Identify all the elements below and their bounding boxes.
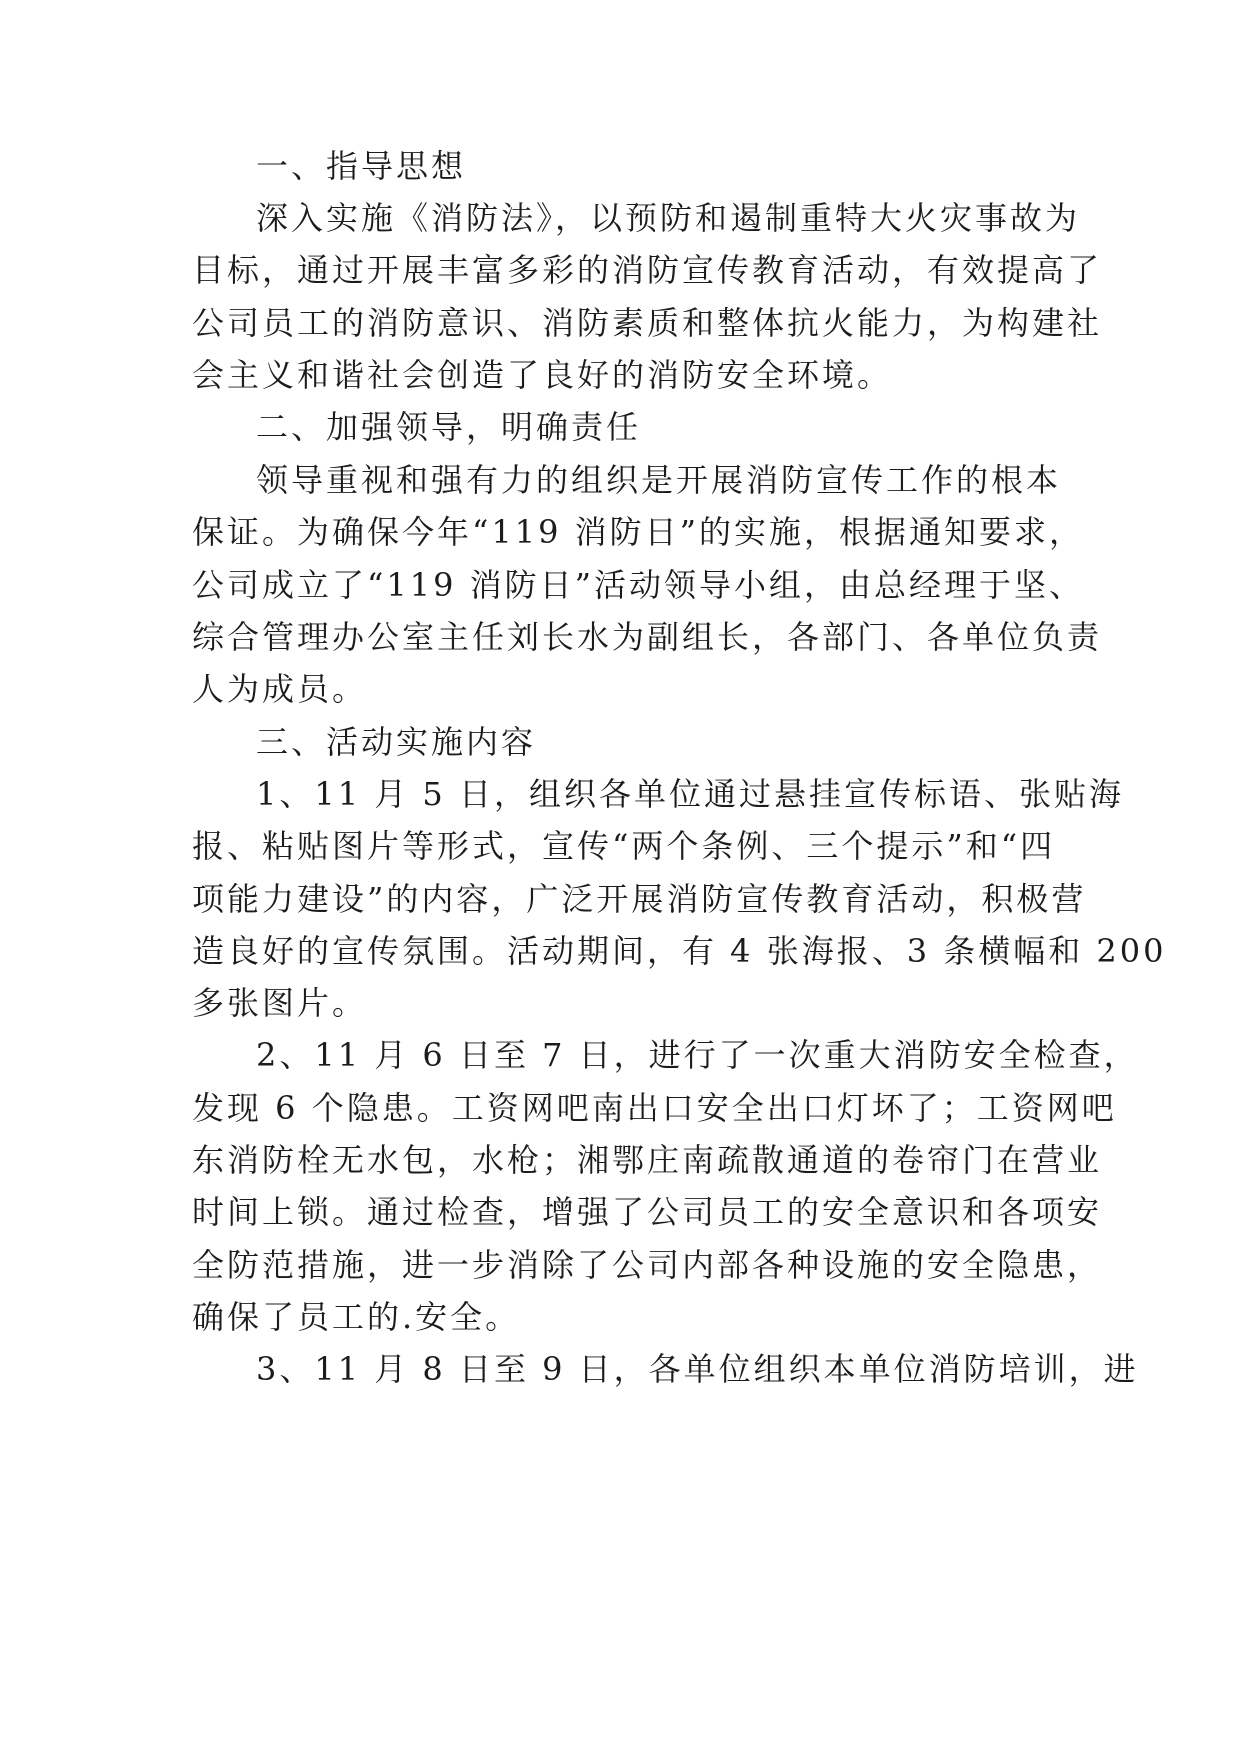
text-line: 时间上锁。通过检查，增强了公司员工的安全意识和各项安 <box>192 1193 1103 1231</box>
text-line: 多张图片。 <box>192 984 368 1022</box>
text-line: 2、11 月 6 日至 7 日，进行了一次重大消防安全检查， <box>256 1036 1139 1074</box>
text-line: 3、11 月 8 日至 9 日，各单位组织本单位消防培训，进 <box>256 1350 1139 1388</box>
text-line: 东消防栓无水包，水枪；湘鄂庄南疏散通道的卷帘门在营业 <box>192 1141 1103 1179</box>
text-line: 公司员工的消防意识、消防素质和整体抗火能力，为构建社 <box>192 304 1103 342</box>
text-line: 造良好的宣传氛围。活动期间，有 4 张海报、3 条横幅和 200 <box>192 932 1167 970</box>
text-line: 保证。为确保今年“119 消防日”的实施，根据通知要求， <box>192 513 1084 551</box>
text-line: 会主义和谐社会创造了良好的消防安全环境。 <box>192 356 893 394</box>
text-line: 综合管理办公室主任刘长水为副组长，各部门、各单位负责 <box>192 618 1103 656</box>
text-line: 1、11 月 5 日，组织各单位通过悬挂宣传标语、张贴海 <box>256 775 1124 813</box>
text-line: 全防范措施，进一步消除了公司内部各种设施的安全隐患， <box>192 1246 1103 1284</box>
text-line: 确保了员工的.安全。 <box>192 1298 521 1336</box>
text-line: 公司成立了“119 消防日”活动领导小组，由总经理于坚、 <box>192 566 1084 604</box>
text-line: 领导重视和强有力的组织是开展消防宣传工作的根本 <box>256 461 1062 499</box>
text-line: 目标，通过开展丰富多彩的消防宣传教育活动，有效提高了 <box>192 251 1103 289</box>
section-heading: 二、加强领导，明确责任 <box>256 408 642 446</box>
section-heading: 一、指导思想 <box>256 147 467 185</box>
text-line: 发现 6 个隐患。工资网吧南出口安全出口灯坏了；工资网吧 <box>192 1089 1117 1127</box>
text-line: 报、粘贴图片等形式，宣传“两个条例、三个提示”和“四 <box>192 827 1056 865</box>
text-line: 项能力建设”的内容，广泛开展消防宣传教育活动，积极营 <box>192 880 1087 918</box>
text-line: 人为成员。 <box>192 670 368 708</box>
section-heading: 三、活动实施内容 <box>256 723 537 761</box>
text-line: 深入实施《消防法》，以预防和遏制重特大火灾事故为 <box>256 199 1081 237</box>
